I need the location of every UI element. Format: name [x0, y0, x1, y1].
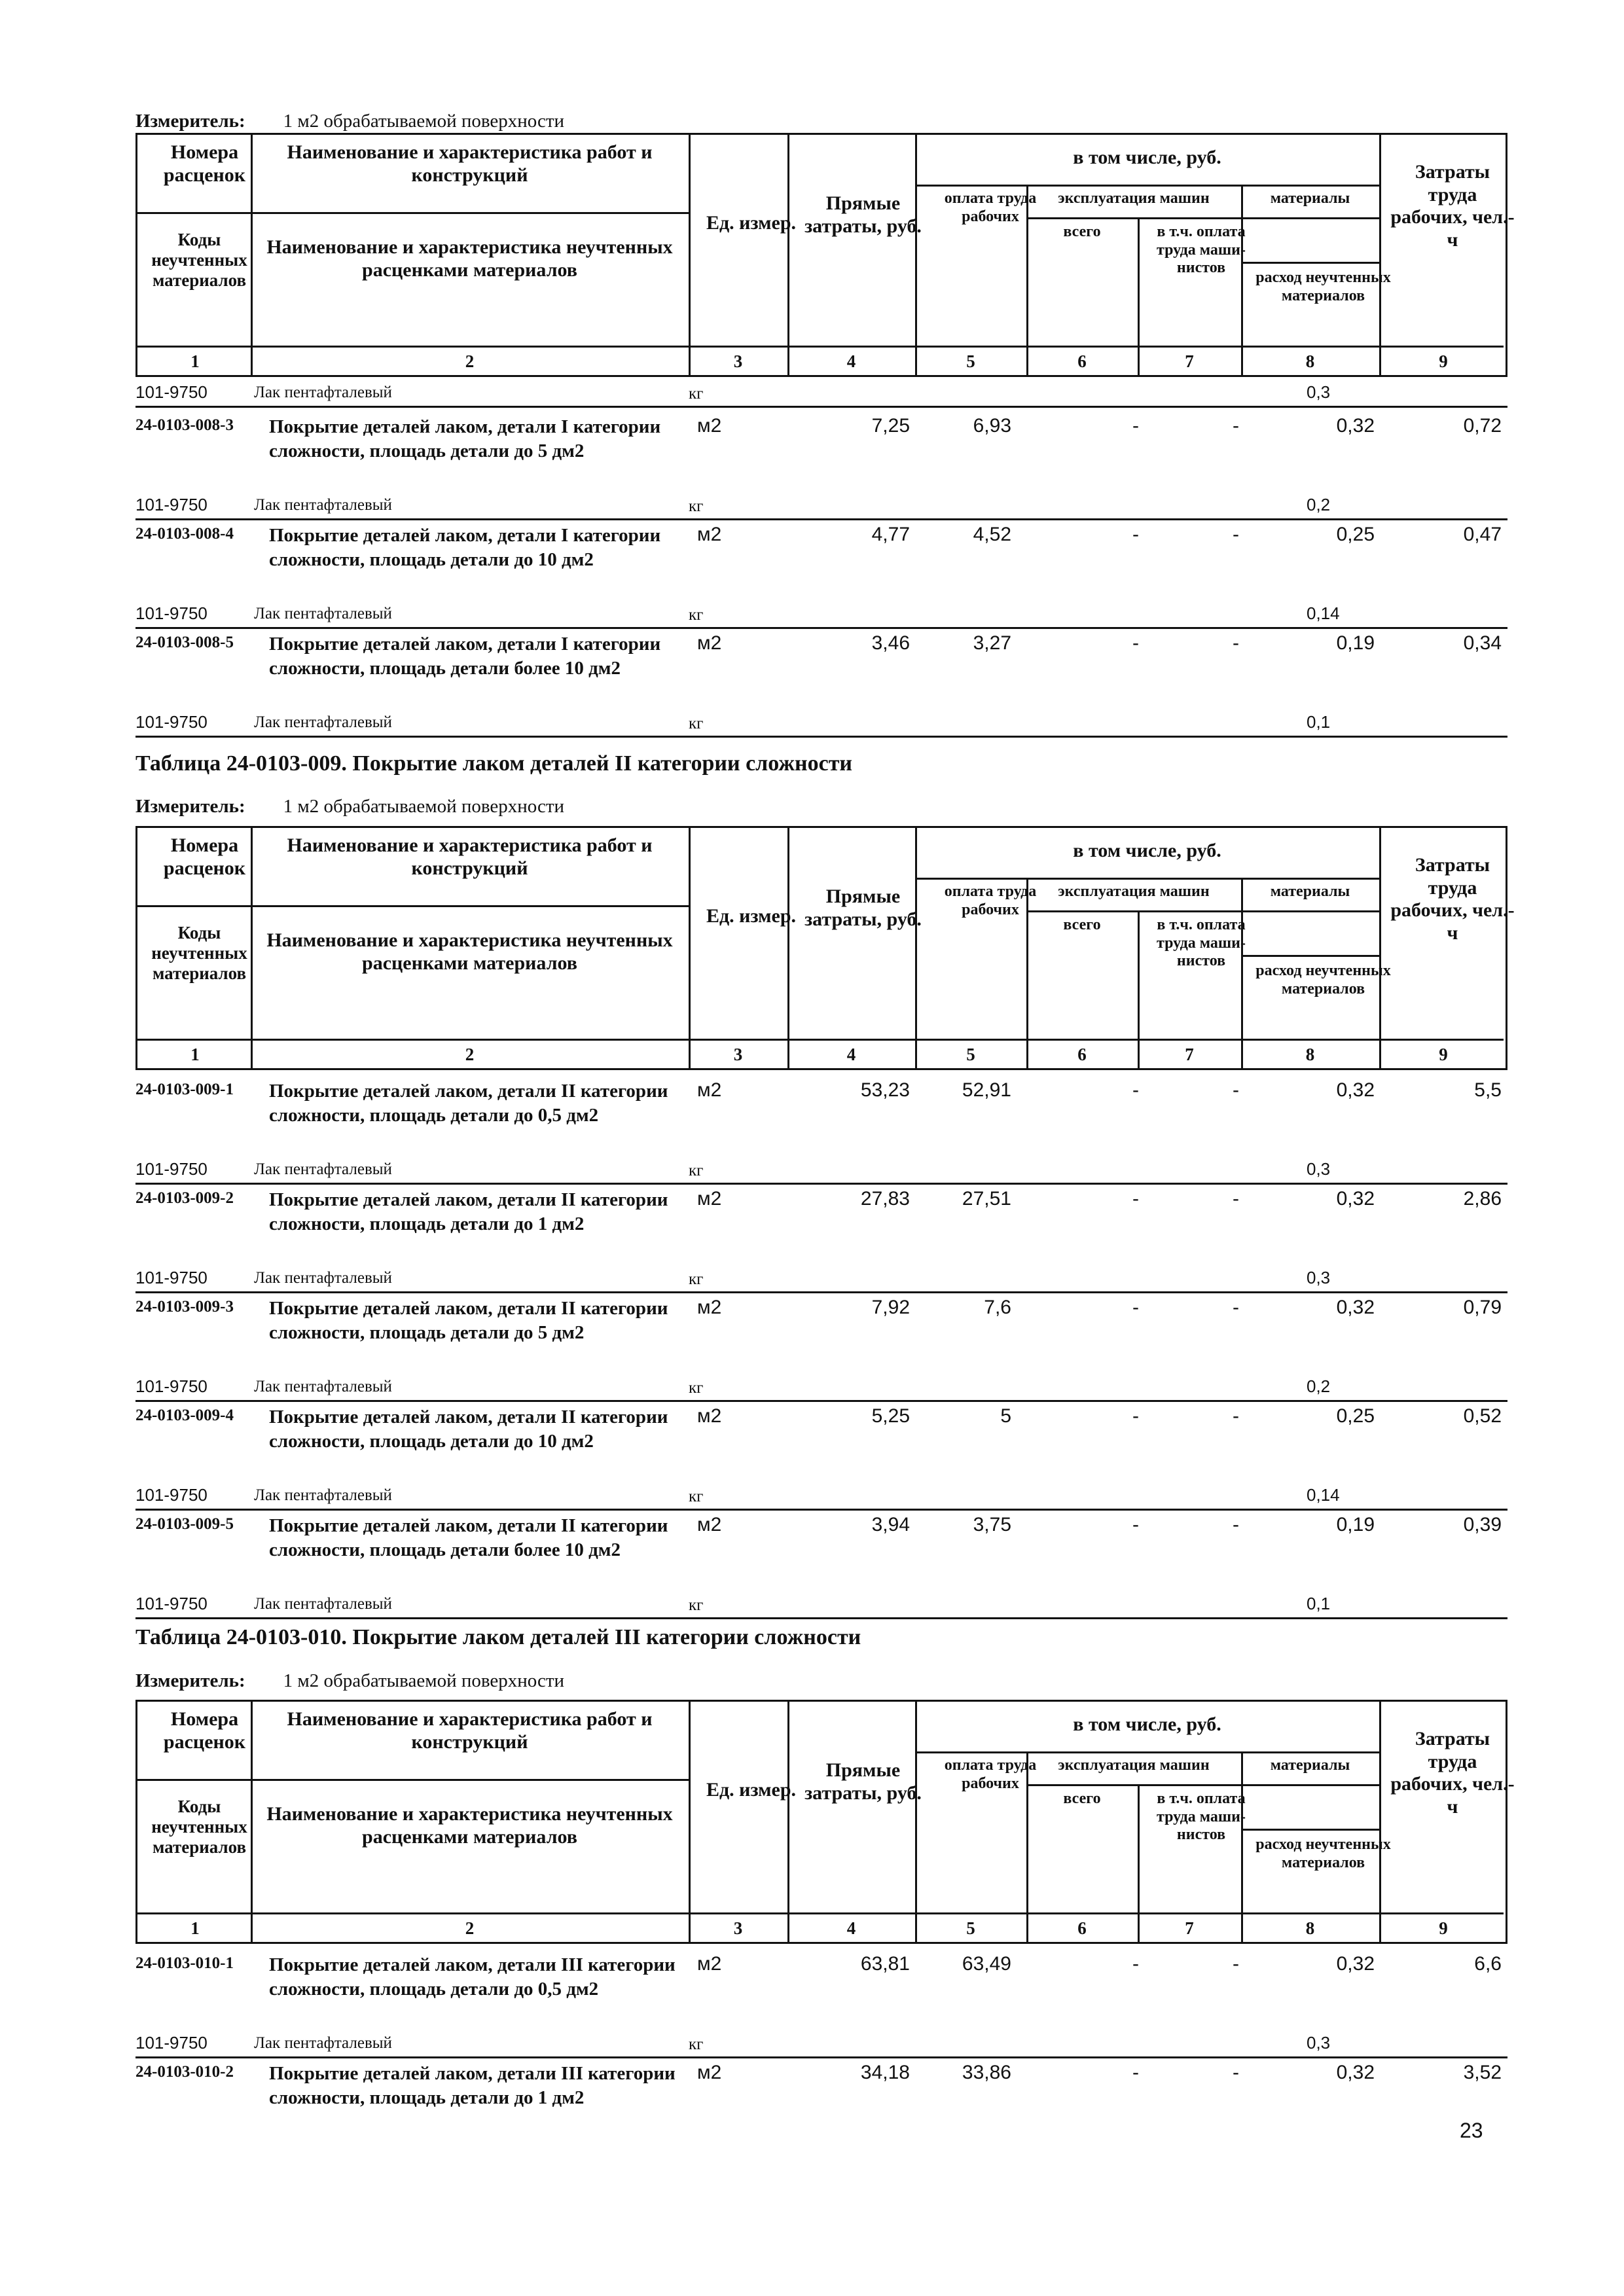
- material-unit: кг: [689, 1596, 704, 1614]
- labor-hours: 0,79: [1463, 1297, 1502, 1318]
- rate-unit: м2: [697, 415, 722, 437]
- machines-total: -: [1132, 1514, 1139, 1535]
- rate-unit: м2: [697, 1953, 722, 1975]
- labor-hours: 2,86: [1463, 1188, 1502, 1210]
- material-consumption: 0,2: [1307, 495, 1331, 514]
- material-name: Лак пентафталевый: [254, 1269, 392, 1287]
- page-number: 23: [1460, 2119, 1483, 2142]
- machines-total: -: [1132, 1079, 1139, 1101]
- material-consumption: 0,14: [1307, 1485, 1340, 1505]
- header-direct-costs: Прямые затраты, руб.: [804, 886, 922, 930]
- material-consumption: 0,14: [1307, 603, 1340, 623]
- header-rate-numbers: Номера расценок: [163, 141, 246, 186]
- materials-cost: 0,32: [1336, 1297, 1375, 1318]
- header-material-name: Наименование и характеристика неучтенных расценками материалов: [266, 236, 673, 281]
- labor-hours: 5,5: [1474, 1079, 1502, 1101]
- material-unit: кг: [689, 1162, 704, 1179]
- header-unit: Ед. измер.: [706, 212, 797, 234]
- labor-pay: 63,49: [962, 1953, 1011, 1975]
- measure-unit-value: 1 м2 обрабатываемой поверхности: [283, 796, 565, 817]
- material-code: 101-9750: [135, 2033, 208, 2053]
- column-number: 5: [966, 1918, 975, 1938]
- grid-line: [135, 1912, 1504, 1914]
- material-unit: кг: [689, 385, 704, 403]
- grid-line: [135, 1779, 689, 1781]
- rate-description: Покрытие деталей лаком, детали III категории сложности, площадь детали до 0,5 дм2: [269, 1954, 676, 2000]
- direct-costs: 7,25: [871, 415, 910, 437]
- material-code: 101-9750: [135, 1594, 208, 1613]
- table-header: [135, 826, 1515, 1070]
- rate-description: Покрытие деталей лаком, детали II категории сложности, площадь детали до 10 дм2: [269, 1407, 668, 1452]
- material-unit: кг: [689, 1488, 704, 1505]
- rate-code: 24-0103-009-2: [135, 1189, 234, 1207]
- column-number: 5: [966, 1045, 975, 1064]
- column-number: 3: [733, 1045, 743, 1064]
- header-work-name: Наименование и характеристика работ и конструкций: [287, 141, 653, 186]
- material-unit: кг: [689, 1379, 704, 1397]
- column-number: 1: [190, 1045, 200, 1064]
- header-including: в том числе, руб.: [1073, 147, 1221, 168]
- material-name: Лак пентафталевый: [254, 605, 392, 622]
- machines-total: -: [1132, 2062, 1139, 2083]
- material-unit: кг: [689, 497, 704, 515]
- table-header: [135, 1700, 1515, 1944]
- header-material-name: Наименование и характеристика неучтенных расценками материалов: [266, 929, 673, 974]
- header-material-name: Наименование и характеристика неучтенных расценками материалов: [266, 1803, 673, 1848]
- column-number: 8: [1305, 1045, 1315, 1064]
- table-title: Таблица 24-0103-009. Покрытие лаком деталей II категории сложности: [135, 751, 853, 776]
- rate-code: 24-0103-008-3: [135, 416, 234, 434]
- material-unit: кг: [689, 2036, 704, 2053]
- header-operators-pay: в т.ч. оплата труда маши-нистов: [1156, 916, 1246, 970]
- header-material-codes: Коды неучтенных материалов: [151, 1797, 247, 1857]
- labor-hours: 0,39: [1463, 1514, 1502, 1535]
- operators-pay: -: [1233, 1297, 1239, 1318]
- material-name: Лак пентафталевый: [254, 1595, 392, 1613]
- rate-code: 24-0103-010-2: [135, 2063, 234, 2081]
- row-divider: [135, 1400, 1507, 1402]
- header-machines: эксплуатация машин: [1058, 1757, 1210, 1774]
- grid-line: [915, 135, 917, 375]
- column-number: 2: [465, 351, 475, 371]
- column-number: 7: [1185, 1918, 1194, 1938]
- header-material-consumption: расход неучтенных материалов: [1255, 1836, 1391, 1871]
- column-number: 4: [846, 351, 856, 371]
- materials-cost: 0,32: [1336, 1079, 1375, 1101]
- operators-pay: -: [1233, 1188, 1239, 1210]
- materials-cost: 0,32: [1336, 2062, 1375, 2083]
- labor-pay: 52,91: [962, 1079, 1011, 1101]
- materials-cost: 0,32: [1336, 1953, 1375, 1975]
- operators-pay: -: [1233, 1514, 1239, 1535]
- header-work-name: Наименование и характеристика работ и конструкций: [287, 1708, 653, 1753]
- measure-unit-line: [135, 796, 564, 817]
- direct-costs: 27,83: [860, 1188, 910, 1210]
- direct-costs: 7,92: [871, 1297, 910, 1318]
- header-operators-pay: в т.ч. оплата труда маши-нистов: [1156, 223, 1246, 277]
- column-number: 1: [190, 1918, 200, 1938]
- row-divider: [135, 1291, 1507, 1293]
- grid-line: [915, 828, 917, 1068]
- grid-line: [689, 828, 691, 1068]
- machines-total: -: [1132, 1953, 1139, 1975]
- operators-pay: -: [1233, 1953, 1239, 1975]
- header-labor-pay: оплата труда рабочих: [944, 883, 1037, 918]
- header-machines-total: всего: [1063, 916, 1101, 933]
- row-divider: [135, 1183, 1507, 1185]
- column-number: 8: [1305, 351, 1315, 371]
- material-name: Лак пентафталевый: [254, 1160, 392, 1178]
- materials-cost: 0,25: [1336, 524, 1375, 545]
- machines-total: -: [1132, 1297, 1139, 1318]
- rate-code: 24-0103-009-5: [135, 1515, 234, 1533]
- rate-description: Покрытие деталей лаком, детали II категории сложности, площадь детали до 0,5 дм2: [269, 1081, 668, 1126]
- material-code: 101-9750: [135, 495, 208, 514]
- machines-total: -: [1132, 1405, 1139, 1427]
- operators-pay: -: [1233, 524, 1239, 545]
- grid-line: [689, 1702, 691, 1942]
- header-machines-total: всего: [1063, 223, 1101, 240]
- direct-costs: 63,81: [860, 1953, 910, 1975]
- row-divider: [135, 1617, 1507, 1619]
- header-work-name: Наименование и характеристика работ и конструкций: [287, 834, 653, 879]
- machines-total: -: [1132, 632, 1139, 654]
- operators-pay: -: [1233, 632, 1239, 654]
- grid-line: [135, 905, 689, 907]
- row-divider: [135, 518, 1507, 520]
- measure-unit-label: Измеритель:: [135, 1670, 245, 1691]
- materials-cost: 0,25: [1336, 1405, 1375, 1427]
- labor-pay: 4,52: [973, 524, 1011, 545]
- rate-code: 24-0103-008-4: [135, 525, 234, 543]
- material-code: 101-9750: [135, 382, 208, 402]
- rate-unit: м2: [697, 632, 722, 654]
- header-direct-costs: Прямые затраты, руб.: [804, 1759, 922, 1804]
- row-divider: [135, 627, 1507, 629]
- labor-hours: 3,52: [1463, 2062, 1502, 2083]
- column-number: 4: [846, 1918, 856, 1938]
- labor-hours: 0,47: [1463, 524, 1502, 545]
- grid-line: [1241, 910, 1379, 912]
- grid-line: [915, 185, 1379, 187]
- measure-unit-label: Измеритель:: [135, 111, 245, 132]
- material-code: 101-9750: [135, 1159, 208, 1179]
- rate-unit: м2: [697, 524, 722, 545]
- column-number: 4: [846, 1045, 856, 1064]
- header-material-consumption: расход неучтенных материалов: [1255, 962, 1391, 997]
- material-unit: кг: [689, 1270, 704, 1288]
- header-materials: материалы: [1270, 1757, 1350, 1774]
- direct-costs: 3,46: [871, 632, 910, 654]
- header-machines-total: всего: [1063, 1790, 1101, 1807]
- rate-unit: м2: [697, 1188, 722, 1210]
- operators-pay: -: [1233, 415, 1239, 437]
- column-number: 9: [1439, 1918, 1448, 1938]
- row-divider: [135, 1509, 1507, 1511]
- direct-costs: 4,77: [871, 524, 910, 545]
- labor-pay: 3,27: [973, 632, 1011, 654]
- header-rate-numbers: Номера расценок: [163, 1708, 246, 1753]
- grid-line: [915, 1702, 917, 1942]
- rate-code: 24-0103-008-5: [135, 634, 234, 651]
- column-number: 2: [465, 1045, 475, 1064]
- material-code: 101-9750: [135, 1485, 208, 1505]
- grid-line: [787, 828, 789, 1068]
- direct-costs: 5,25: [871, 1405, 910, 1427]
- material-name: Лак пентафталевый: [254, 1378, 392, 1395]
- rate-description: Покрытие деталей лаком, детали III категории сложности, площадь детали до 1 дм2: [269, 2063, 676, 2108]
- measure-unit-line: [135, 111, 564, 132]
- grid-line: [689, 135, 691, 375]
- labor-hours: 0,52: [1463, 1405, 1502, 1427]
- column-number: 6: [1077, 351, 1087, 371]
- grid-line: [135, 212, 689, 214]
- rate-unit: м2: [697, 1297, 722, 1318]
- rate-description: Покрытие деталей лаком, детали II категории сложности, площадь детали до 5 дм2: [269, 1298, 668, 1343]
- material-unit: кг: [689, 606, 704, 624]
- column-number: 6: [1077, 1918, 1087, 1938]
- column-number: 7: [1185, 351, 1194, 371]
- header-labor-hours: Затраты труда рабочих, чел.-ч: [1390, 854, 1515, 944]
- header-labor-hours: Затраты труда рабочих, чел.-ч: [1390, 161, 1515, 251]
- header-unit: Ед. измер.: [706, 905, 797, 927]
- material-consumption: 0,3: [1307, 1268, 1331, 1287]
- labor-pay: 27,51: [962, 1188, 1011, 1210]
- measure-unit-label: Измеритель:: [135, 796, 245, 817]
- header-material-codes: Коды неучтенных материалов: [151, 923, 247, 984]
- material-name: Лак пентафталевый: [254, 713, 392, 731]
- rate-code: 24-0103-009-4: [135, 1407, 234, 1424]
- material-consumption: 0,3: [1307, 2033, 1331, 2053]
- measure-unit-line: [135, 1670, 564, 1692]
- material-consumption: 0,1: [1307, 1594, 1331, 1613]
- header-machines: эксплуатация машин: [1058, 883, 1210, 900]
- header-including: в том числе, руб.: [1073, 1713, 1221, 1735]
- labor-hours: 6,6: [1474, 1953, 1502, 1975]
- material-consumption: 0,3: [1307, 1159, 1331, 1179]
- header-rate-numbers: Номера расценок: [163, 834, 246, 879]
- machines-total: -: [1132, 415, 1139, 437]
- row-divider: [135, 2056, 1507, 2058]
- grid-line: [1241, 217, 1379, 219]
- rate-unit: м2: [697, 1079, 722, 1101]
- table-title: Таблица 24-0103-010. Покрытие лаком деталей III категории сложности: [135, 1625, 861, 1649]
- material-consumption: 0,2: [1307, 1376, 1331, 1396]
- rate-description: Покрытие деталей лаком, детали I категории сложности, площадь детали до 5 дм2: [269, 416, 661, 461]
- header-labor-pay: оплата труда рабочих: [944, 1757, 1037, 1792]
- machines-total: -: [1132, 524, 1139, 545]
- column-number: 9: [1439, 1045, 1448, 1064]
- labor-pay: 5: [1000, 1405, 1011, 1427]
- column-number: 7: [1185, 1045, 1194, 1064]
- rate-description: Покрытие деталей лаком, детали I категории сложности, площадь детали до 10 дм2: [269, 525, 661, 570]
- materials-cost: 0,32: [1336, 415, 1375, 437]
- grid-line: [135, 1039, 1504, 1041]
- header-material-codes: Коды неучтенных материалов: [151, 230, 247, 291]
- rate-code: 24-0103-009-3: [135, 1298, 234, 1316]
- grid-line: [1241, 1784, 1379, 1786]
- column-number: 5: [966, 351, 975, 371]
- grid-line: [915, 1751, 1379, 1753]
- header-materials: материалы: [1270, 883, 1350, 900]
- table-header: [135, 133, 1515, 377]
- column-number: 1: [190, 351, 200, 371]
- grid-line: [787, 1702, 789, 1942]
- row-divider: [135, 406, 1507, 408]
- header-including: в том числе, руб.: [1073, 840, 1221, 861]
- header-labor-pay: оплата труда рабочих: [944, 190, 1037, 225]
- rate-description: Покрытие деталей лаком, детали I категории сложности, площадь детали более 10 дм2: [269, 634, 661, 679]
- material-code: 101-9750: [135, 712, 208, 732]
- rate-code: 24-0103-010-1: [135, 1954, 234, 1972]
- machines-total: -: [1132, 1188, 1139, 1210]
- header-operators-pay: в т.ч. оплата труда маши-нистов: [1156, 1790, 1246, 1844]
- material-code: 101-9750: [135, 1268, 208, 1287]
- rate-description: Покрытие деталей лаком, детали II категории сложности, площадь детали до 1 дм2: [269, 1189, 668, 1234]
- header-machines: эксплуатация машин: [1058, 190, 1210, 207]
- rate-description: Покрытие деталей лаком, детали II категории сложности, площадь детали более 10 дм2: [269, 1515, 668, 1560]
- operators-pay: -: [1233, 2062, 1239, 2083]
- direct-costs: 34,18: [860, 2062, 910, 2083]
- rate-unit: м2: [697, 1514, 722, 1535]
- header-material-consumption: расход неучтенных материалов: [1255, 269, 1391, 304]
- material-code: 101-9750: [135, 603, 208, 623]
- operators-pay: -: [1233, 1405, 1239, 1427]
- direct-costs: 53,23: [860, 1079, 910, 1101]
- column-number: 3: [733, 351, 743, 371]
- rate-code: 24-0103-009-1: [135, 1081, 234, 1098]
- labor-hours: 0,34: [1463, 632, 1502, 654]
- measure-unit-value: 1 м2 обрабатываемой поверхности: [283, 1670, 565, 1691]
- header-materials: материалы: [1270, 190, 1350, 207]
- material-code: 101-9750: [135, 1376, 208, 1396]
- material-name: Лак пентафталевый: [254, 496, 392, 514]
- operators-pay: -: [1233, 1079, 1239, 1101]
- column-number: 9: [1439, 351, 1448, 371]
- grid-line: [787, 135, 789, 375]
- measure-unit-value: 1 м2 обрабатываемой поверхности: [283, 111, 565, 132]
- header-labor-hours: Затраты труда рабочих, чел.-ч: [1390, 1728, 1515, 1818]
- materials-cost: 0,19: [1336, 1514, 1375, 1535]
- row-divider: [135, 736, 1507, 738]
- grid-line: [915, 878, 1379, 880]
- header-unit: Ед. измер.: [706, 1779, 797, 1801]
- labor-hours: 0,72: [1463, 415, 1502, 437]
- material-name: Лак пентафталевый: [254, 1486, 392, 1504]
- labor-pay: 3,75: [973, 1514, 1011, 1535]
- labor-pay: 6,93: [973, 415, 1011, 437]
- material-consumption: 0,1: [1307, 712, 1331, 732]
- direct-costs: 3,94: [871, 1514, 910, 1535]
- column-number: 2: [465, 1918, 475, 1938]
- column-number: 8: [1305, 1918, 1315, 1938]
- rate-unit: м2: [697, 1405, 722, 1427]
- material-name: Лак пентафталевый: [254, 384, 392, 401]
- rate-unit: м2: [697, 2062, 722, 2083]
- column-number: 6: [1077, 1045, 1087, 1064]
- labor-pay: 33,86: [962, 2062, 1011, 2083]
- material-unit: кг: [689, 715, 704, 732]
- header-direct-costs: Прямые затраты, руб.: [804, 192, 922, 237]
- material-name: Лак пентафталевый: [254, 2034, 392, 2052]
- material-consumption: 0,3: [1307, 382, 1331, 402]
- materials-cost: 0,19: [1336, 632, 1375, 654]
- labor-pay: 7,6: [984, 1297, 1011, 1318]
- grid-line: [135, 346, 1504, 348]
- column-number: 3: [733, 1918, 743, 1938]
- materials-cost: 0,32: [1336, 1188, 1375, 1210]
